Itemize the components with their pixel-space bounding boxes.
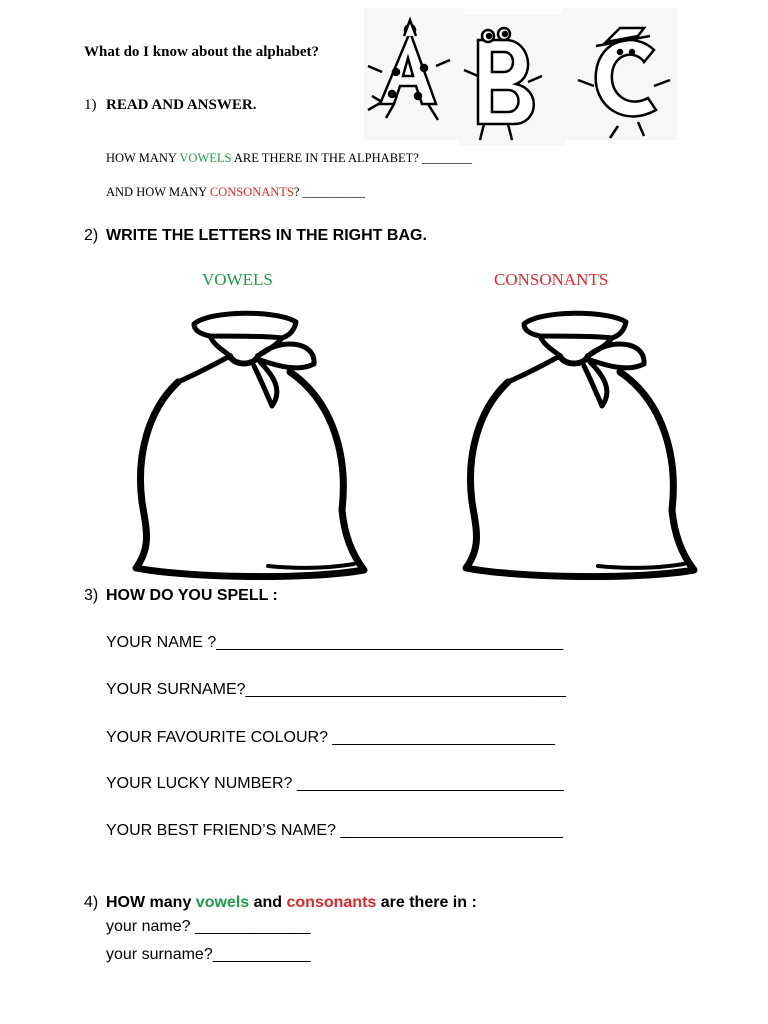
cartoon-letters-abc-icon bbox=[338, 6, 682, 148]
consonants-bag-label: CONSONANTS bbox=[494, 270, 609, 289]
spelling-prompt-number: YOUR LUCKY NUMBER? ______________________________ bbox=[106, 775, 564, 792]
question-number: 3) bbox=[84, 587, 99, 604]
line-suffix: ARE THERE IN THE ALPHABET? ________ bbox=[231, 151, 472, 165]
vowels-bag-label: VOWELS bbox=[202, 270, 273, 289]
question-number: 1) bbox=[84, 97, 97, 113]
count-prompt-name: your name? _____________ bbox=[106, 918, 311, 935]
question-heading: HOW DO YOU SPELL : bbox=[106, 587, 278, 604]
vowels-word: VOWELS bbox=[179, 151, 232, 165]
line-suffix: ? __________ bbox=[293, 185, 366, 199]
line-prefix: AND HOW MANY bbox=[106, 185, 210, 199]
line-prefix: HOW MANY bbox=[106, 151, 180, 165]
spelling-prompt-name: YOUR NAME ?_______________________________________ bbox=[106, 634, 564, 651]
question-number: 2) bbox=[84, 227, 99, 244]
heading-part: HOW many bbox=[106, 894, 196, 911]
spelling-prompt-friend: YOUR BEST FRIEND’S NAME? _________________________ bbox=[106, 822, 563, 839]
worksheet-title: What do I know about the alphabet? bbox=[84, 44, 320, 60]
question-heading: READ AND ANSWER. bbox=[106, 97, 257, 113]
spelling-prompt-surname: YOUR SURNAME?____________________________________ bbox=[106, 681, 566, 698]
sack-icon bbox=[118, 306, 368, 580]
count-prompt-surname: your surname?___________ bbox=[106, 946, 311, 963]
question-line bbox=[106, 151, 472, 166]
heading-part: and bbox=[249, 894, 287, 911]
spelling-prompt-colour: YOUR FAVOURITE COLOUR? _________________________ bbox=[106, 729, 555, 746]
consonants-word: CONSONANTS bbox=[209, 185, 294, 199]
heading-part: are there in : bbox=[376, 894, 477, 911]
vowels-word: vowels bbox=[195, 894, 250, 911]
question-number: 4) bbox=[84, 894, 99, 911]
sack-icon bbox=[448, 306, 698, 580]
question-heading bbox=[106, 894, 477, 912]
consonants-word: consonants bbox=[286, 894, 377, 911]
question-line bbox=[106, 185, 365, 200]
question-heading: WRITE THE LETTERS IN THE RIGHT BAG. bbox=[106, 227, 427, 244]
